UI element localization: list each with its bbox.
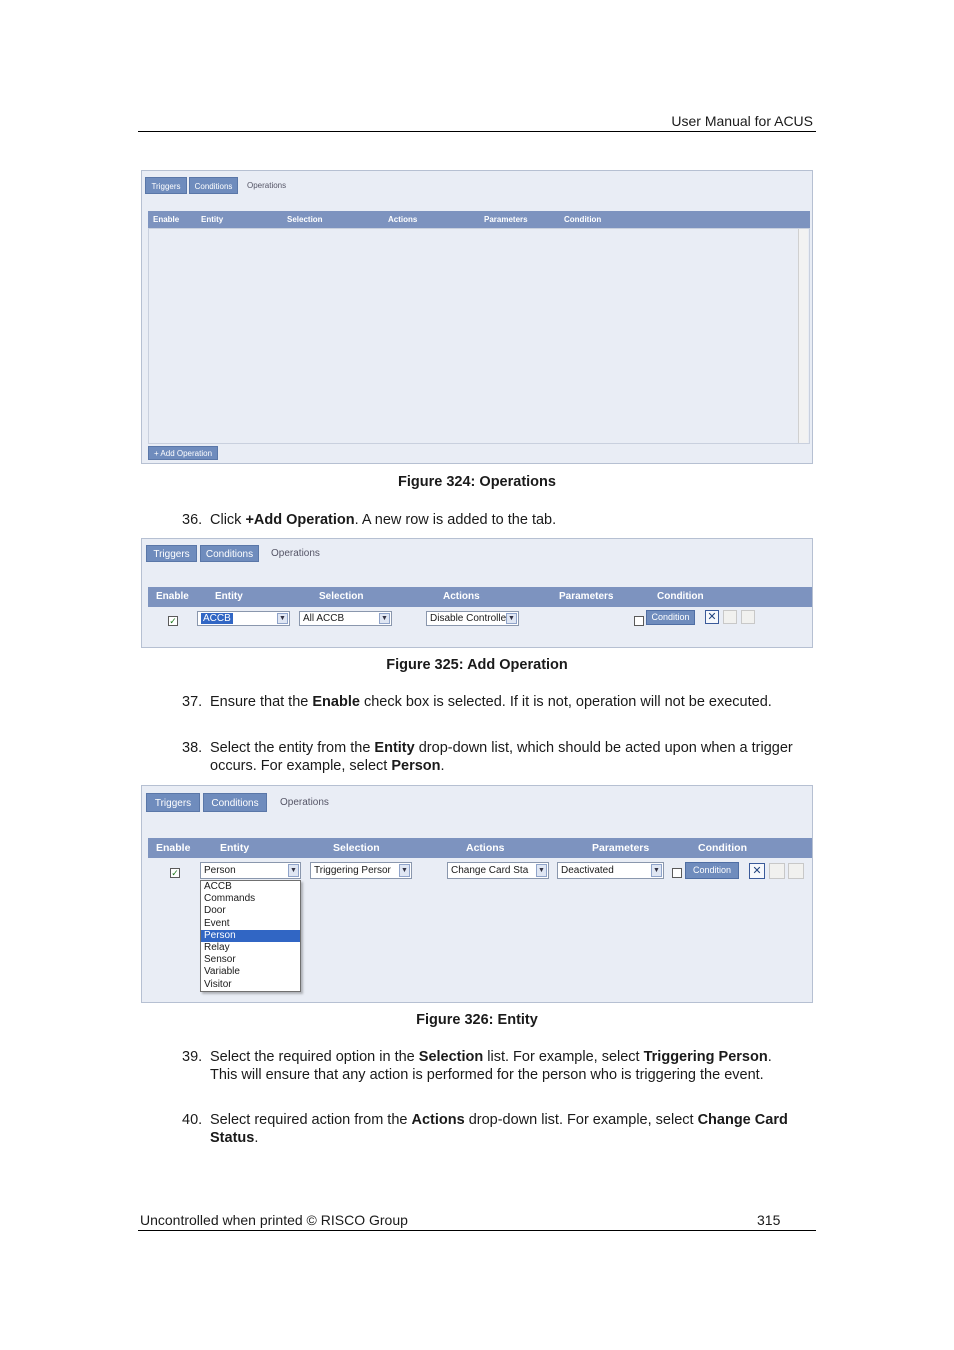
entity-dropdown[interactable]: Person ▼	[200, 862, 301, 879]
step-38: 38. Select the entity from the Entity drop-down list, which should be acted upon when a trigger occurs. For example, select Person.	[182, 740, 793, 774]
actions-dropdown[interactable]: Change Card Sta ▼	[447, 862, 549, 879]
col-actions: Actions	[443, 591, 480, 602]
step-36: 36. Click +Add Operation. A new row is added to the tab.	[182, 512, 557, 528]
col-actions: Actions	[466, 842, 505, 854]
col-parameters: Parameters	[592, 842, 650, 854]
enable-checkbox[interactable]: ✓	[169, 616, 177, 626]
condition-checkbox[interactable]	[672, 868, 682, 878]
col-actions: Actions	[388, 215, 418, 224]
col-parameters: Parameters	[484, 215, 528, 224]
figure-325-caption: Figure 325: Add Operation	[386, 657, 568, 673]
col-parameters: Parameters	[559, 591, 614, 602]
enable-checkbox[interactable]: ✓	[171, 868, 179, 878]
col-selection: Selection	[287, 215, 323, 224]
operations-table-body	[148, 228, 810, 444]
vertical-scrollbar[interactable]	[798, 229, 808, 443]
operations-table-header	[148, 211, 810, 228]
tab-operations[interactable]: Operations	[271, 548, 320, 559]
entity-option[interactable]: Visitor	[204, 978, 232, 990]
entity-option[interactable]: ACCB	[204, 881, 232, 892]
col-condition: Condition	[564, 215, 602, 224]
move-down-icon[interactable]	[741, 610, 755, 624]
tab-triggers[interactable]: Triggers	[145, 177, 187, 194]
entity-option-selected[interactable]: Person	[201, 930, 300, 942]
figure-326-caption: Figure 326: Entity	[416, 1012, 538, 1028]
col-condition: Condition	[657, 591, 704, 602]
tab-operations[interactable]: Operations	[247, 181, 287, 190]
col-enable: Enable	[156, 842, 191, 854]
col-condition: Condition	[698, 842, 747, 854]
col-selection: Selection	[319, 591, 364, 602]
entity-dropdown[interactable]: ACCB ▼	[197, 611, 290, 626]
add-operation-button[interactable]: + Add Operation	[148, 446, 218, 460]
tab-triggers[interactable]: Triggers	[146, 545, 197, 562]
chevron-down-icon[interactable]: ▼	[288, 864, 299, 877]
entity-option[interactable]: Variable	[204, 966, 240, 978]
entity-options-list[interactable]	[200, 880, 301, 992]
tab-conditions[interactable]: Conditions	[200, 545, 259, 562]
entity-option[interactable]: Door	[204, 905, 226, 917]
delete-row-icon[interactable]: ✕	[749, 863, 765, 879]
selection-dropdown[interactable]: All ACCB ▼	[299, 611, 392, 626]
chevron-down-icon[interactable]: ▼	[277, 613, 288, 624]
actions-dropdown[interactable]: Disable Controlle ▼	[426, 611, 519, 626]
operations-table-header	[148, 838, 813, 858]
step-40: 40. Select required action from the Actions drop-down list. For example, select Change Card Status.	[182, 1112, 788, 1146]
tab-conditions[interactable]: Conditions	[189, 177, 238, 194]
running-header: User Manual for ACUS	[671, 113, 813, 129]
col-enable: Enable	[156, 591, 189, 602]
operations-table-header	[148, 587, 813, 607]
step-39: 39. Select the required option in the Selection list. For example, select Triggering Person. This will ensure that any action is performed for the person who is triggering the event.	[182, 1049, 772, 1083]
move-up-icon[interactable]	[723, 610, 737, 624]
entity-option[interactable]: Sensor	[204, 954, 236, 966]
tab-conditions[interactable]: Conditions	[203, 793, 267, 812]
chevron-down-icon[interactable]: ▼	[506, 613, 517, 624]
col-selection: Selection	[333, 842, 380, 854]
col-entity: Entity	[220, 842, 250, 854]
entity-option[interactable]: Event	[204, 917, 230, 929]
tab-operations[interactable]: Operations	[280, 797, 329, 808]
footer-copyright: Uncontrolled when printed © RISCO Group	[140, 1212, 408, 1228]
operations-panel-empty	[141, 170, 813, 464]
step-37: 37. Ensure that the Enable check box is selected. If it is not, operation will not be executed.	[182, 694, 772, 710]
col-enable: Enable	[153, 215, 180, 224]
entity-dropdown-panel	[141, 785, 813, 1003]
delete-row-icon[interactable]: ✕	[705, 610, 719, 624]
col-entity: Entity	[215, 591, 243, 602]
chevron-down-icon[interactable]: ▼	[536, 864, 547, 877]
page-number: 315	[757, 1212, 781, 1228]
move-down-icon[interactable]	[788, 863, 804, 879]
footer-rule	[138, 1230, 816, 1231]
condition-checkbox[interactable]	[634, 616, 644, 626]
col-entity: Entity	[201, 215, 224, 224]
entity-option[interactable]: Commands	[204, 893, 256, 905]
chevron-down-icon[interactable]: ▼	[379, 613, 390, 624]
condition-button[interactable]: Condition	[646, 610, 695, 625]
header-rule	[138, 131, 816, 132]
tab-triggers[interactable]: Triggers	[146, 793, 200, 812]
add-operation-panel	[141, 538, 813, 648]
figure-324-caption: Figure 324: Operations	[398, 474, 556, 490]
parameters-dropdown[interactable]: Deactivated ▼	[557, 862, 664, 879]
chevron-down-icon[interactable]: ▼	[651, 864, 662, 877]
condition-button[interactable]: Condition	[685, 862, 739, 879]
move-up-icon[interactable]	[769, 863, 785, 879]
chevron-down-icon[interactable]: ▼	[399, 864, 410, 877]
entity-option[interactable]: Relay	[204, 941, 230, 953]
selection-dropdown[interactable]: Triggering Persor ▼	[310, 862, 412, 879]
